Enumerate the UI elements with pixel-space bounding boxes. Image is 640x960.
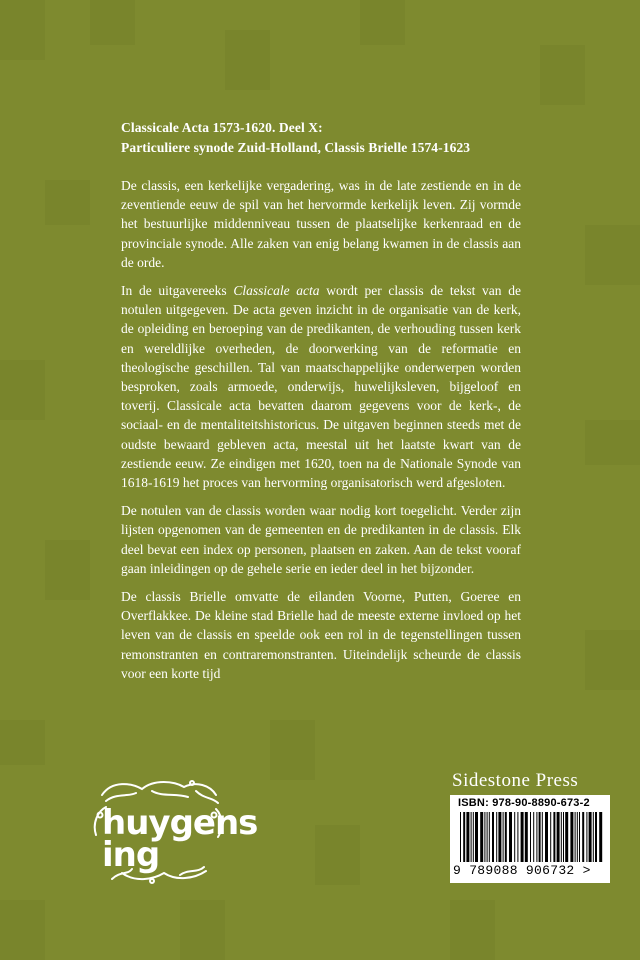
barcode-bar [575, 812, 576, 862]
barcode-bars [456, 812, 604, 864]
barcode-bar [473, 812, 474, 862]
barcode-bar [593, 812, 594, 862]
barcode-bar [514, 812, 515, 862]
barcode-bar [582, 812, 584, 862]
barcode-bar [561, 812, 562, 862]
barcode-bar [563, 812, 564, 862]
barcode-bar [553, 812, 555, 862]
paragraph-4: De classis Brielle omvatte de eilanden Voorne, Putten, Goeree en Overflakkee. De kleine stad Brielle had de meeste externe invloed op het leven van de classis en speelde ook een rol in de tegenstellingen tussen remonstranten en contraremonstranten. Uiteindelijk scheurde de classis voor een korte tijd [121, 589, 521, 681]
barcode-bar [503, 812, 504, 862]
barcode-bar [471, 812, 472, 862]
barcode-bar [579, 812, 580, 862]
series-title: Classicale acta [233, 283, 320, 299]
barcode-bar [539, 812, 541, 862]
barcode-bar [517, 812, 518, 862]
barcode-bar [525, 812, 528, 862]
barcode-bar [492, 812, 494, 862]
barcode-bar [509, 812, 512, 862]
barcode-bar [530, 812, 531, 862]
paragraph-3: De notulen van de classis worden waar nodig kort toegelicht. Verder zijn lijsten opgenomen van de gemeenten en de predikanten in de classis. Elk deel bevat een index op personen, plaatsen en zaken. Aan de tekst vooraf gaan inleidingen op de gehele serie en ieder deel in het bijzonder. [121, 503, 521, 576]
publisher-name: Sidestone Press [452, 770, 579, 791]
barcode-bar [536, 812, 537, 862]
paragraph-2-prefix: In de uitgavereeks [121, 283, 234, 299]
barcode-bar [589, 812, 592, 862]
barcode-bar [577, 812, 578, 862]
barcode-bar [463, 812, 465, 862]
back-cover-text [121, 118, 521, 692]
barcode-bar [557, 812, 560, 862]
paragraph-2 [121, 281, 521, 492]
barcode-bar [595, 812, 597, 862]
title-line-2: Particuliere synode Zuid-Holland, Classis Brielle 1574-1623 [121, 140, 471, 155]
barcode-bar [570, 812, 573, 862]
huygens-ing-logo [92, 775, 258, 885]
isbn-barcode [450, 795, 610, 883]
barcode-number: 9 789088 906732 > [453, 863, 591, 878]
barcode-bar [521, 812, 524, 862]
barcode-bar [550, 812, 551, 862]
book-title [121, 118, 521, 158]
isbn-label: ISBN: 978-90-8890-673-2 [458, 797, 590, 809]
paragraph-1: De classis, een kerkelijke vergadering, was in de late zestiende en in de zeventiende eeuw de spil van het hervormde kerkelijk leven. Zij vormde het bestuurlijke middenniveau tussen de plaatselijke kerkenraad en de provinciale synode. Alle zaken van enig belang kwamen in de classis aan de orde. [121, 178, 521, 270]
barcode-bar [496, 812, 497, 862]
barcode-bar [542, 812, 543, 862]
paragraph-2-rest: wordt per classis de tekst van de notulen uitgegeven. De acta geven inzicht in de organisatie van de kerk, de opleiding en beroeping van de predikanten, de verhouding tussen kerk en wereldlijke overheden, de doorwerking van de reformatie en theologische geschillen. Tal van maatschappelijke onderwerpen worden besproken, zoals armoede, onderwijs, huwelijksleven, bijgeloof en toverij. Classicale acta bevatten daarom gegevens voor de kerk-, de sociaal- en de mentaliteitshistoricus. De uitgaven beginnen steeds met de oudste bewaard gebleven acta, meestal uit het laatste kwart van de zestiende eeuw. Ze eindigen met 1620, toen na de Nationale Synode van 1618-1619 het proces van hervorming organisatorisch werd afgesloten. [121, 283, 521, 491]
barcode-bar [480, 812, 483, 862]
barcode-bar [460, 812, 461, 862]
barcode-bar [498, 812, 501, 862]
logo-text-huygens: huygens [102, 803, 258, 843]
barcode-bar [599, 812, 602, 862]
logo-text-ing: ing [102, 835, 160, 875]
barcode-bar [466, 812, 469, 862]
barcode-bar [565, 812, 568, 862]
barcode-bar [586, 812, 587, 862]
barcode-bar [533, 812, 534, 862]
barcode-bar [487, 812, 488, 862]
barcode-bar [505, 812, 507, 862]
barcode-bar [545, 812, 548, 862]
title-line-1: Classicale Acta 1573-1620. Deel X: [121, 120, 323, 135]
barcode-bar [475, 812, 478, 862]
barcode-bar [484, 812, 485, 862]
barcode-bar [489, 812, 490, 862]
